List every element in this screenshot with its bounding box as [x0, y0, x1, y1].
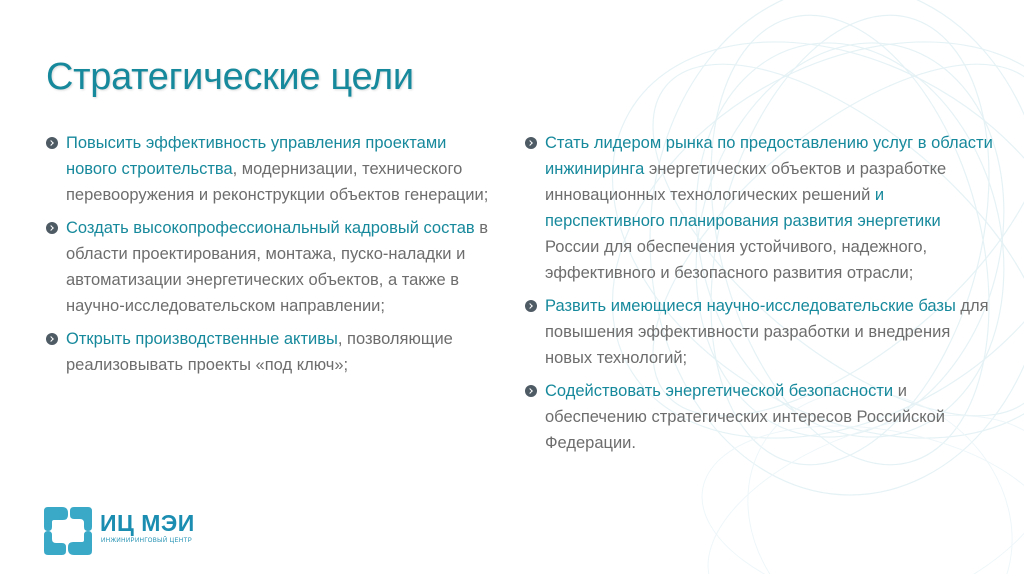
goal-highlight: Создать высокопрофессиональный кадровый состав [66, 219, 475, 237]
goal-item [46, 326, 496, 378]
chevron-circle-icon [46, 222, 58, 234]
goal-text: России для обеспечения устойчивого, надежного, эффективного и безопасного развития отрасли; [545, 238, 928, 282]
goal-item [46, 130, 496, 208]
goal-text: , позволяющие реализовывать проекты «под ключ»; [66, 330, 453, 374]
logo-subtitle: ИНЖИНИРИНГОВЫЙ ЦЕНТР [101, 538, 193, 544]
goal-text: в области проектирования, монтажа, пуско-наладки и автоматизации энергетических объектов, а также в научно-исследовательском направлении; [66, 219, 489, 315]
chevron-circle-icon [46, 333, 58, 345]
goal-item [46, 215, 496, 319]
goal-item [525, 293, 995, 371]
slide-title: Стратегические цели [46, 56, 414, 98]
goal-text: для повышения эффективности разработки и внедрения новых технологий; [545, 297, 989, 367]
goal-text: энергетических объектов и разработке инновационных технологических решений [545, 160, 947, 204]
chevron-circle-icon [525, 385, 537, 397]
goal-text: и обеспечению стратегических интересов Российской Федерации. [545, 382, 945, 452]
goal-highlight: Содействовать энергетической безопасности [545, 382, 894, 400]
goal-highlight: и перспективного планирования развития энергетики [545, 186, 941, 230]
goal-highlight: Открыть производственные активы [66, 330, 338, 348]
goal-highlight: Развить имеющиеся научно-исследовательские базы [545, 297, 956, 315]
goals-list-right [525, 130, 995, 463]
goal-highlight: Повысить эффективность управления проектами нового строительства [66, 134, 447, 178]
goal-item [525, 378, 995, 456]
logo-name: ИЦ МЭИ [100, 510, 195, 536]
goal-highlight: Стать лидером рынка по предоставлению услуг в области инжиниринга [545, 134, 993, 178]
chevron-circle-icon [46, 137, 58, 149]
chevron-circle-icon [525, 137, 537, 149]
goals-list-left [46, 130, 496, 385]
goal-item [525, 130, 995, 286]
chevron-circle-icon [525, 300, 537, 312]
company-logo [40, 503, 240, 558]
goal-text: , модернизации, технического перевооружения и реконструкции объектов генерации; [66, 160, 489, 204]
mei-logo-icon [40, 503, 96, 559]
